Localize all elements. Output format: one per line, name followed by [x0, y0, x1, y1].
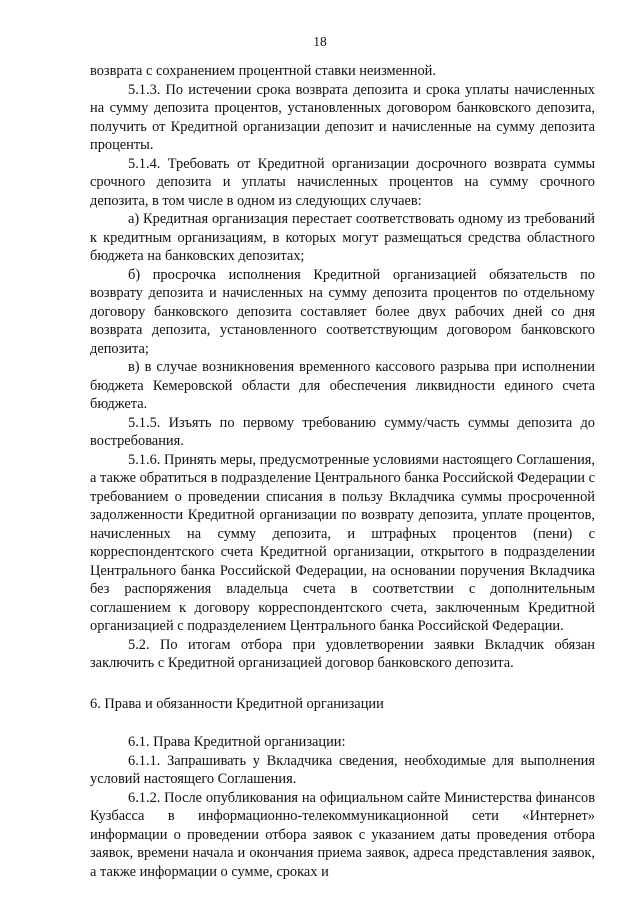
clause-5-1-4: 5.1.4. Требовать от Кредитной организации досрочного возврата суммы срочного депозита и уплаты начисленных процентов на сумму срочного депозита, в том числе в одном из следующих случаев: [90, 155, 595, 209]
paragraph-continuation: возврата с сохранением процентной ставки неизменной. [90, 63, 436, 79]
clause-6-1-2: 6.1.2. После опубликования на официальном сайте Министерства финансов Кузбасса в информационно-телекоммуникационной сети «Интернет» информации о проведении отбора заявок с указанием даты проведения отбора заявок, времени начала и окончания приема заявок, адреса представления заявок, а также информации о сумме, сроках и [90, 789, 595, 880]
clause-5-2: 5.2. По итогам отбора при удовлетворении заявки Вкладчик обязан заключить с Кредитной организацией договор банковского депозита. [90, 636, 595, 671]
clause-6-1-1: 6.1.1. Запрашивать у Вкладчика сведения, необходимые для выполнения условий настоящего Соглашения. [90, 752, 595, 787]
section-heading-6: 6. Права и обязанности Кредитной организации [90, 695, 384, 712]
clause-5-1-4-b: б) просрочка исполнения Кредитной организацией обязательств по возврату депозита и начисленных на сумму депозита процентов по отдельному договору банковского депозита составляет более двух рабочих дней со дня возврата депозита, установленного соответствующим договором банковского депозита; [90, 266, 595, 357]
clause-5-1-4-a: а) Кредитная организация перестает соответствовать одному из требований к кредитным организациям, в которых могут размещаться средства областного бюджета на банковских депозитах; [90, 211, 595, 264]
clause-5-1-4-c: в) в случае возникновения временного кассового разрыва при исполнении бюджета Кемеровской области для обеспечения ликвидности единого счета бюджета. [90, 359, 595, 412]
page-number: 18 [313, 34, 327, 49]
clause-6-1: 6.1. Права Кредитной организации: [128, 734, 346, 750]
clause-5-1-5: 5.1.5. Изъять по первому требованию сумму/часть суммы депозита до востребования. [90, 414, 595, 449]
clause-5-1-6: 5.1.6. Принять меры, предусмотренные условиями настоящего Соглашения, а также обратиться в подразделение Центрального банка Российской Федерации с требованием о проведении списания в пользу Вкладчика суммы просроченной задолженности Кредитной организации по возврату депозита, уплате процентов, начисленных на сумму депозита, и штрафных процентов (пени) с корреспондентского счета Кредитной организации, открытого в подразделении Центрального банка Российской Федерации, на основании поручения Вкладчика без распоряжения владельца счета в соответствии с дополнительным соглашением к договору корреспондентского счета, заключенным Кредитной организацией с подразделением Центрального банка Российской Федерации. [90, 451, 595, 634]
clause-5-1-3: 5.1.3. По истечении срока возврата депозита и срока уплаты начисленных на сумму депозита процентов, установленных договором банковского депозита, получить от Кредитной организации депозит и начисленные на сумму депозита проценты. [90, 81, 595, 153]
document-body [90, 62, 595, 881]
